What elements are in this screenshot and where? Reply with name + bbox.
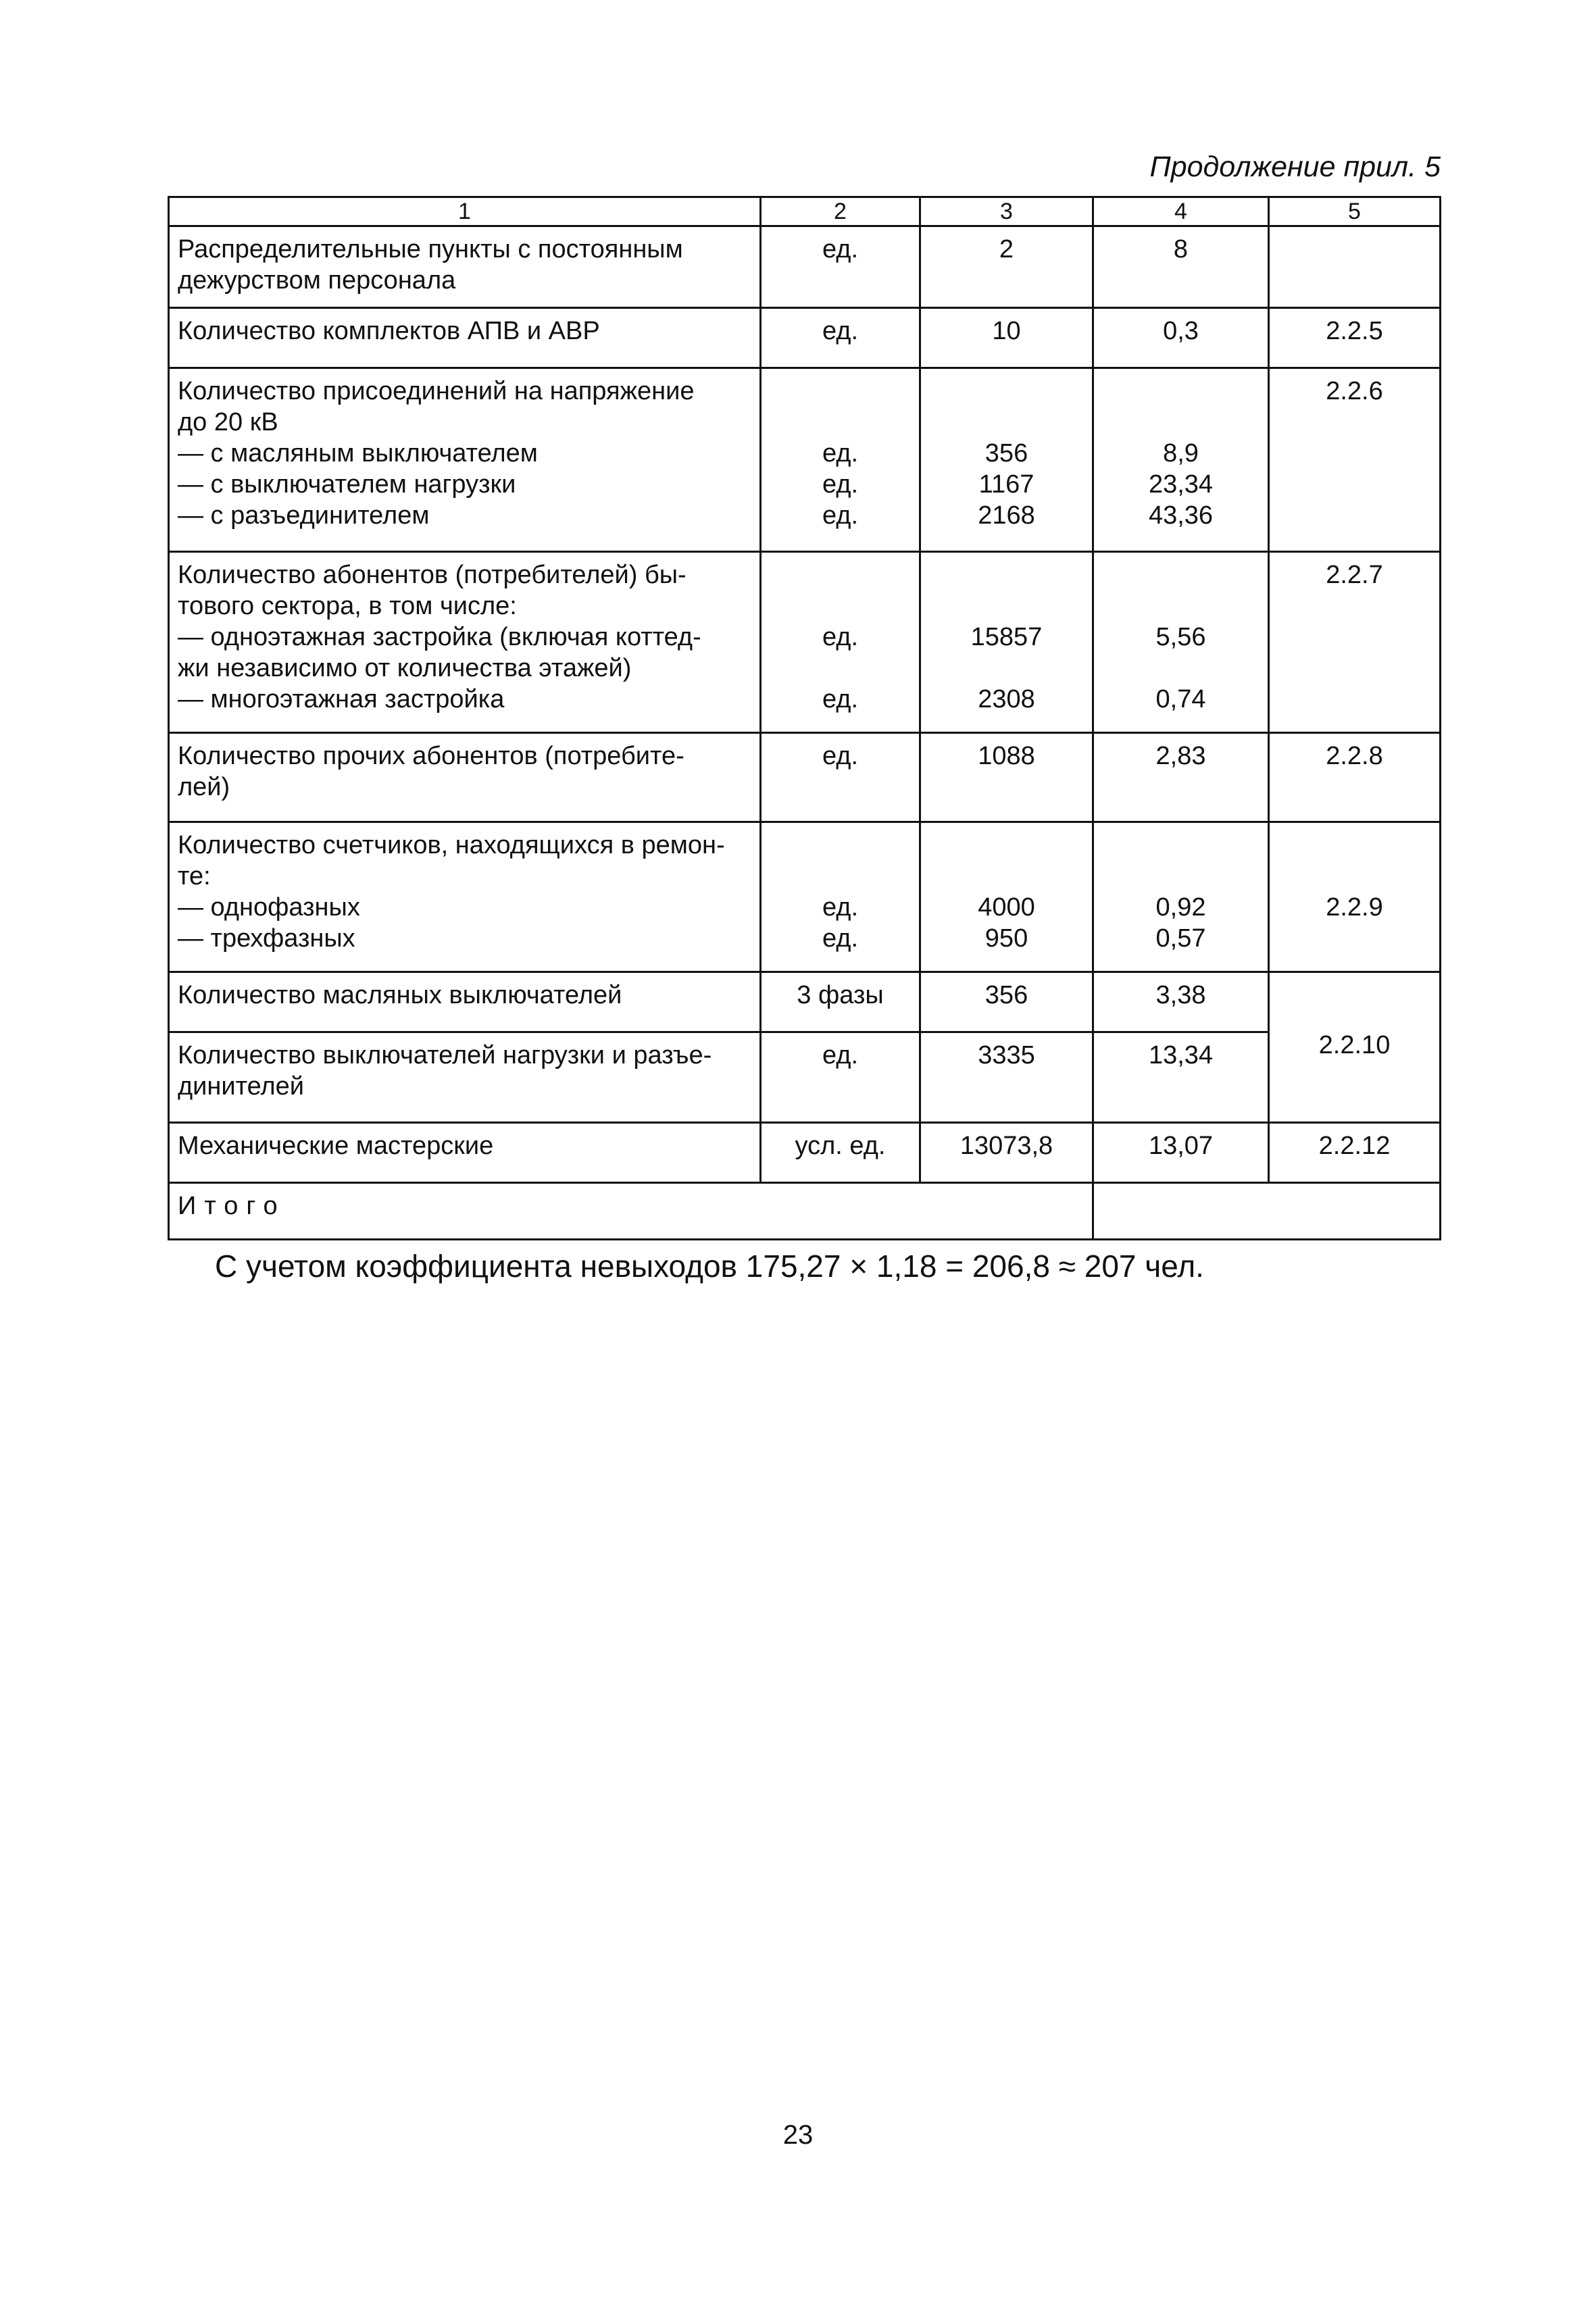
row-name-line: Количество комплектов АПВ и АВР <box>178 317 600 345</box>
table-row <box>169 308 1441 368</box>
col4-cell <box>1093 822 1269 972</box>
unit-value: ед. <box>822 742 859 770</box>
column-number: 3 <box>920 197 1093 226</box>
row-name-cell <box>169 733 761 822</box>
total-row <box>169 1183 1441 1240</box>
col3-cell: 13073,8 <box>920 1123 1093 1183</box>
col4-value: 2,83 <box>1155 742 1206 770</box>
col4-value: 0,74 <box>1155 685 1206 713</box>
col4-value <box>1097 590 1265 622</box>
col3-cell: 3335 <box>920 1032 1093 1123</box>
column-number: 1 <box>169 197 761 226</box>
row-name-cell <box>169 552 761 733</box>
col3-cell <box>920 308 1093 368</box>
col3-value <box>924 407 1089 438</box>
unit-value <box>764 590 916 622</box>
row-name-line: те: <box>178 862 211 890</box>
table-row <box>169 1032 1441 1123</box>
table-row <box>169 822 1441 972</box>
column-number: 5 <box>1269 197 1441 226</box>
ref-value <box>1272 830 1437 861</box>
col3-value <box>924 861 1089 892</box>
row-name-cell <box>169 1123 761 1183</box>
col4-value: 8 <box>1173 235 1189 263</box>
unit-cell <box>761 552 920 733</box>
col4-cell: 3,38 <box>1093 972 1269 1032</box>
col3-cell <box>920 822 1093 972</box>
unit-cell <box>761 226 920 308</box>
row-name-line: лей) <box>178 773 230 801</box>
column-number: 4 <box>1093 197 1269 226</box>
table-row <box>169 368 1441 552</box>
table-row <box>169 733 1441 822</box>
col3-value: 10 <box>992 317 1021 345</box>
ref-cell <box>1269 226 1441 308</box>
unit-cell: усл. ед. <box>761 1123 920 1183</box>
row-name-line: тового сектора, в том числе: <box>178 592 517 620</box>
col3-value: 950 <box>984 924 1028 953</box>
col3-value <box>924 653 1089 684</box>
unit-value <box>764 376 916 407</box>
col3-value <box>924 830 1089 861</box>
unit-cell <box>761 822 920 972</box>
ref-cell: 2.2.5 <box>1269 308 1441 368</box>
unit-value: ед. <box>822 439 859 468</box>
col3-value <box>924 376 1089 407</box>
col3-cell <box>920 368 1093 552</box>
row-name-line: Количество выключателей нагрузки и разъе- <box>178 1041 712 1070</box>
table-row <box>169 972 1441 1032</box>
ref-cell: 2.2.6 <box>1269 368 1441 552</box>
col3-value: 1088 <box>978 742 1035 770</box>
row-name-line: Количество масляных выключателей <box>178 981 622 1009</box>
row-name-line: Количество счетчиков, находящихся в ремон- <box>178 831 725 859</box>
unit-value: ед. <box>822 924 859 953</box>
table-row <box>169 552 1441 733</box>
col3-value <box>924 590 1089 622</box>
row-name-cell <box>169 308 761 368</box>
col4-value: 23,34 <box>1148 470 1214 499</box>
ref-value <box>1272 861 1437 892</box>
page-number: 23 <box>782 2120 814 2150</box>
ref-cell: 2.2.7 <box>1269 552 1441 733</box>
staffing-table <box>168 196 1441 1240</box>
col3-value: 2 <box>999 235 1014 263</box>
row-name-line: — однофазных <box>178 893 360 922</box>
total-label: Итого <box>178 1192 286 1220</box>
unit-value <box>764 861 916 892</box>
col3-value <box>924 559 1089 590</box>
col4-value <box>1097 861 1265 892</box>
col4-value: 0,3 <box>1163 317 1199 345</box>
row-name-line: Распределительные пункты с постоянным <box>178 235 683 263</box>
unit-cell <box>761 733 920 822</box>
col3-cell <box>920 733 1093 822</box>
col4-cell <box>1093 733 1269 822</box>
col4-cell: 13,07 <box>1093 1123 1269 1183</box>
continuation-note: Продолжение прил. 5 <box>1149 151 1441 183</box>
unit-cell <box>761 308 920 368</box>
row-name-line: до 20 кВ <box>178 408 278 436</box>
col4-cell <box>1093 552 1269 733</box>
col4-value: 8,9 <box>1163 439 1199 468</box>
unit-cell: ед. <box>761 1032 920 1123</box>
col4-value <box>1097 830 1265 861</box>
col4-value <box>1097 407 1265 438</box>
unit-value <box>764 407 916 438</box>
col3-value: 2168 <box>978 501 1035 530</box>
total-label-cell <box>169 1183 1093 1240</box>
col3-value: 4000 <box>978 893 1035 922</box>
column-number: 2 <box>761 197 920 226</box>
ref-cell-merged: 2.2.10 <box>1269 972 1441 1123</box>
column-number-row <box>169 197 1441 226</box>
row-name-line: Количество присоединений на напряжение <box>178 377 695 405</box>
unit-value: ед. <box>822 623 859 651</box>
row-name-line: — с выключателем нагрузки <box>178 470 516 499</box>
row-name-cell <box>169 1032 761 1123</box>
row-name-line: Механические мастерские <box>178 1132 494 1160</box>
col4-cell <box>1093 308 1269 368</box>
col4-value <box>1097 653 1265 684</box>
col4-value <box>1097 376 1265 407</box>
unit-value <box>764 830 916 861</box>
unit-value <box>764 559 916 590</box>
col3-cell: 356 <box>920 972 1093 1032</box>
unit-value: ед. <box>822 235 859 263</box>
unit-cell: 3 фазы <box>761 972 920 1032</box>
col3-value: 2308 <box>978 685 1035 713</box>
row-name-line: динителей <box>178 1072 304 1101</box>
unit-value: ед. <box>822 501 859 530</box>
col4-cell <box>1093 368 1269 552</box>
col4-value: 0,92 <box>1155 893 1206 922</box>
col3-cell <box>920 226 1093 308</box>
unit-value: ед. <box>822 470 859 499</box>
row-name-line: — трехфазных <box>178 924 355 953</box>
ref-value: 2.2.9 <box>1326 893 1383 922</box>
col3-value: 356 <box>984 439 1028 468</box>
row-name-cell <box>169 822 761 972</box>
row-name-line: Количество прочих абонентов (потребите- <box>178 742 684 770</box>
total-value-cell <box>1093 1183 1441 1240</box>
col4-value: 43,36 <box>1148 501 1214 530</box>
row-name-line: жи независимо от количества этажей) <box>178 654 632 682</box>
unit-cell <box>761 368 920 552</box>
table-row <box>169 226 1441 308</box>
unit-value <box>764 653 916 684</box>
unit-value: ед. <box>822 317 859 345</box>
ref-cell <box>1269 822 1441 972</box>
col4-cell <box>1093 226 1269 308</box>
ref-cell: 2.2.12 <box>1269 1123 1441 1183</box>
col3-cell <box>920 552 1093 733</box>
table-row <box>169 1123 1441 1183</box>
absence-coefficient-note: С учетом коэффициента невыходов 175,27 × 1,18 = 206,8 ≈ 207 чел. <box>215 1249 1204 1284</box>
col3-value: 15857 <box>970 623 1043 651</box>
col4-cell: 13,34 <box>1093 1032 1269 1123</box>
ref-cell: 2.2.8 <box>1269 733 1441 822</box>
row-name-line: — многоэтажная застройка <box>178 685 505 713</box>
row-name-line: Количество абонентов (потребителей) бы- <box>178 561 687 589</box>
row-name-cell <box>169 972 761 1032</box>
col4-value: 0,57 <box>1155 924 1206 953</box>
row-name-line: — одноэтажная застройка (включая коттед- <box>178 623 701 651</box>
row-name-line: — с масляным выключателем <box>178 439 538 468</box>
row-name-line: — с разъединителем <box>178 501 430 530</box>
unit-value: ед. <box>822 685 859 713</box>
row-name-line: дежурством персонала <box>178 266 456 295</box>
col4-value: 5,56 <box>1155 623 1206 651</box>
unit-value: ед. <box>822 893 859 922</box>
row-name-cell <box>169 368 761 552</box>
col4-value <box>1097 559 1265 590</box>
col3-value: 1167 <box>978 470 1034 499</box>
row-name-cell <box>169 226 761 308</box>
